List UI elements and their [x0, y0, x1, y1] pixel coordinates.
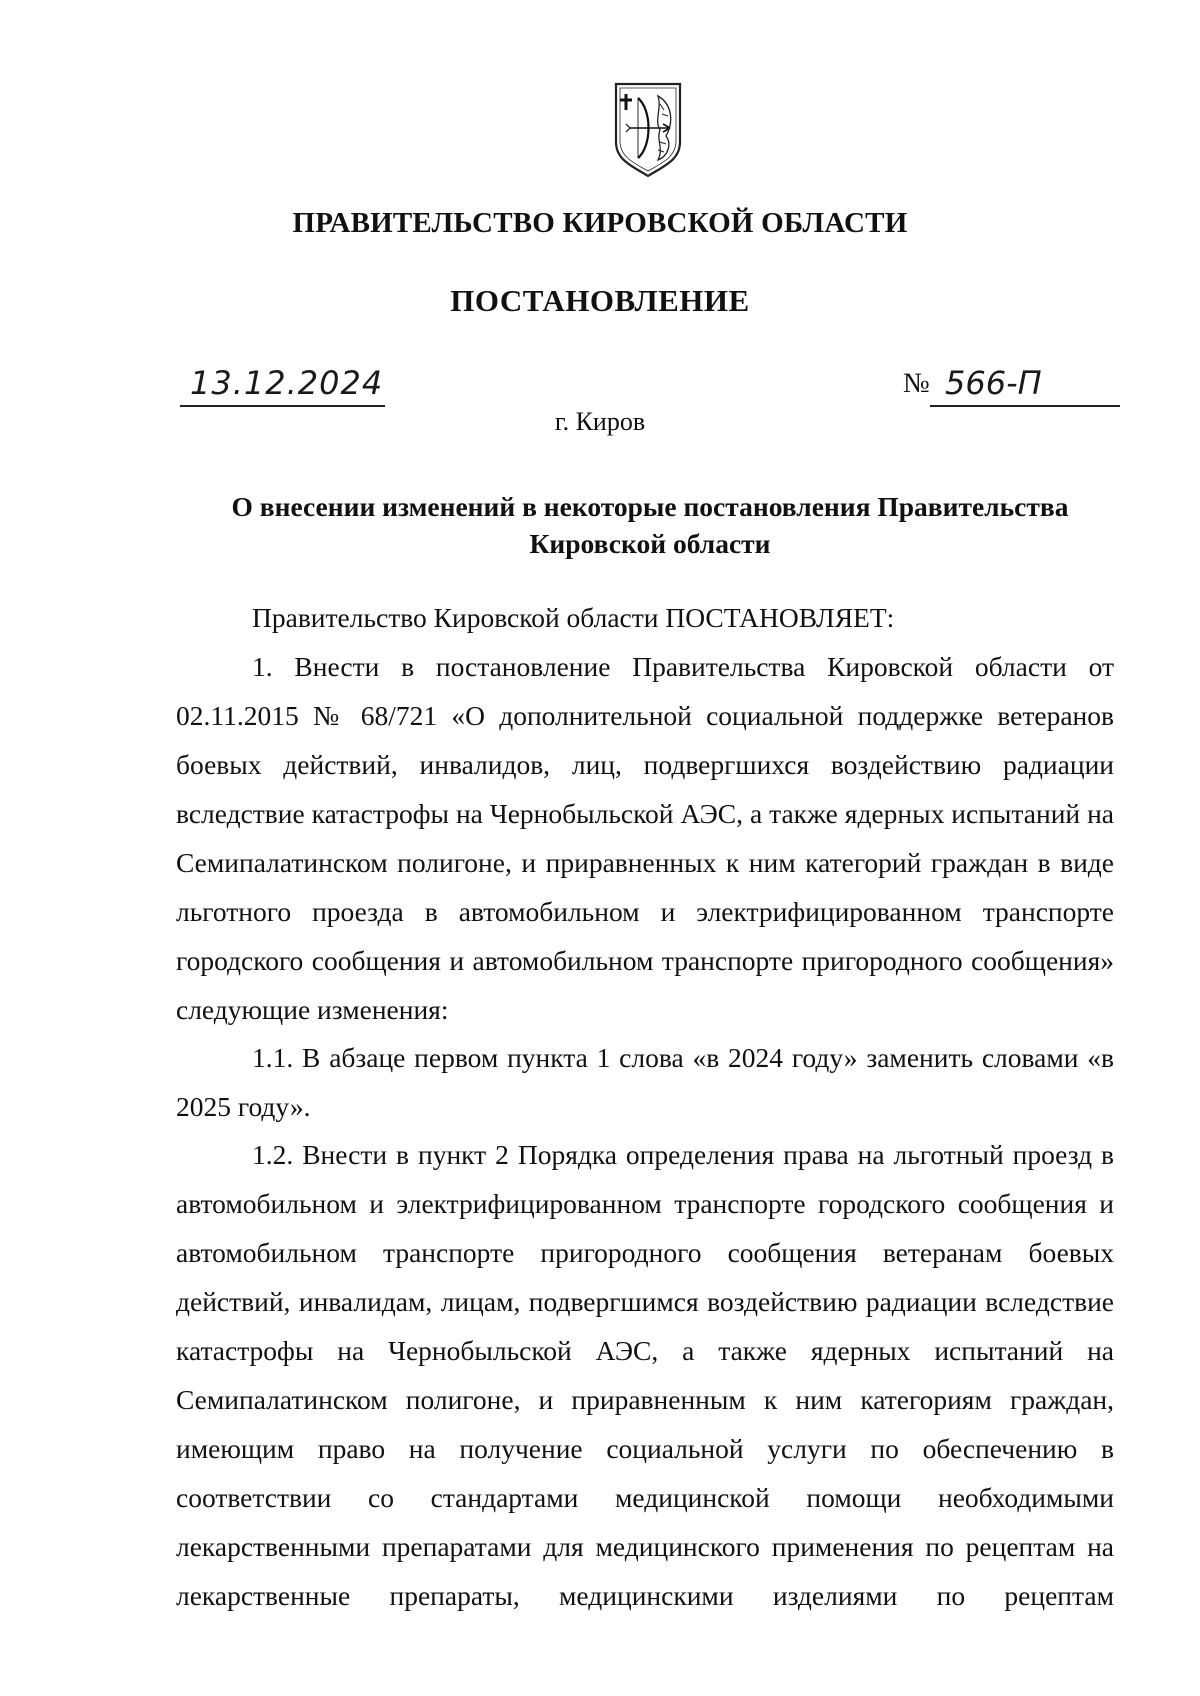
kirov-coat-of-arms-icon — [612, 80, 684, 180]
document-number: 566-П — [945, 364, 1042, 402]
document-type-title: ПОСТАНОВЛЕНИЕ — [450, 283, 750, 318]
city-label: г. Киров — [554, 407, 646, 436]
number-sign: № — [903, 368, 930, 399]
item-1-text: 1. Внести в постановление Правительства Кировской области от 02.11.2015 № 68/721 «О дополнительной социальной поддержке ветеранов боевых действий, инвалидов, лиц, подвергшихся воздействию радиации вследствие катастрофы на Чернобыльской АЭС, а также ядерных испытаний на Семипалатинском полигоне, и приравненных к ним категорий граждан в виде льготного проезда в автомобильном и электрифицированном транспорте городского сообщения и автомобильном транспорте пригородного сообщения» следующие изменения: — [176, 651, 1114, 1025]
document-subject: О внесении изменений в некоторые постановления Правительства Кировской области — [231, 491, 1069, 559]
item-1-1 — [176, 1033, 1114, 1131]
organization-title: ПРАВИТЕЛЬСТВО КИРОВСКОЙ ОБЛАСТИ — [292, 207, 908, 239]
document-date: 13.12.2024 — [190, 364, 384, 402]
preamble-text: Правительство Кировской области ПОСТАНОВЛЯЕТ: — [252, 602, 895, 633]
item-1-2 — [176, 1130, 1114, 1620]
item-1 — [176, 642, 1114, 1034]
item-1-1-text: 1.1. В абзаце первом пункта 1 слова «в 2024 году» заменить словами «в 2025 году». — [176, 1042, 1114, 1122]
preamble — [176, 593, 1114, 642]
item-1-2-text: 1.2. Внести в пункт 2 Порядка определения права на льготный проезд в автомобильном и электрифицированном транспорте городского сообщения и автомобильном транспорте пригородного сообщения ветеранам боевых действий, инвалидам, лицам, подвергшимся воздействию радиации вследствие катастрофы на Чернобыльской АЭС, а также ядерных испытаний на Семипалатинском полигоне, и приравненным к ним категориям граждан, имеющим право на получение социальной услуги по обеспечению в соответствии со стандартами медицинской помощи необходимыми лекарственными препаратами для медицинского применения по рецептам на лекарственные препараты, медицинскими изделиями по рецептам — [176, 1139, 1114, 1611]
